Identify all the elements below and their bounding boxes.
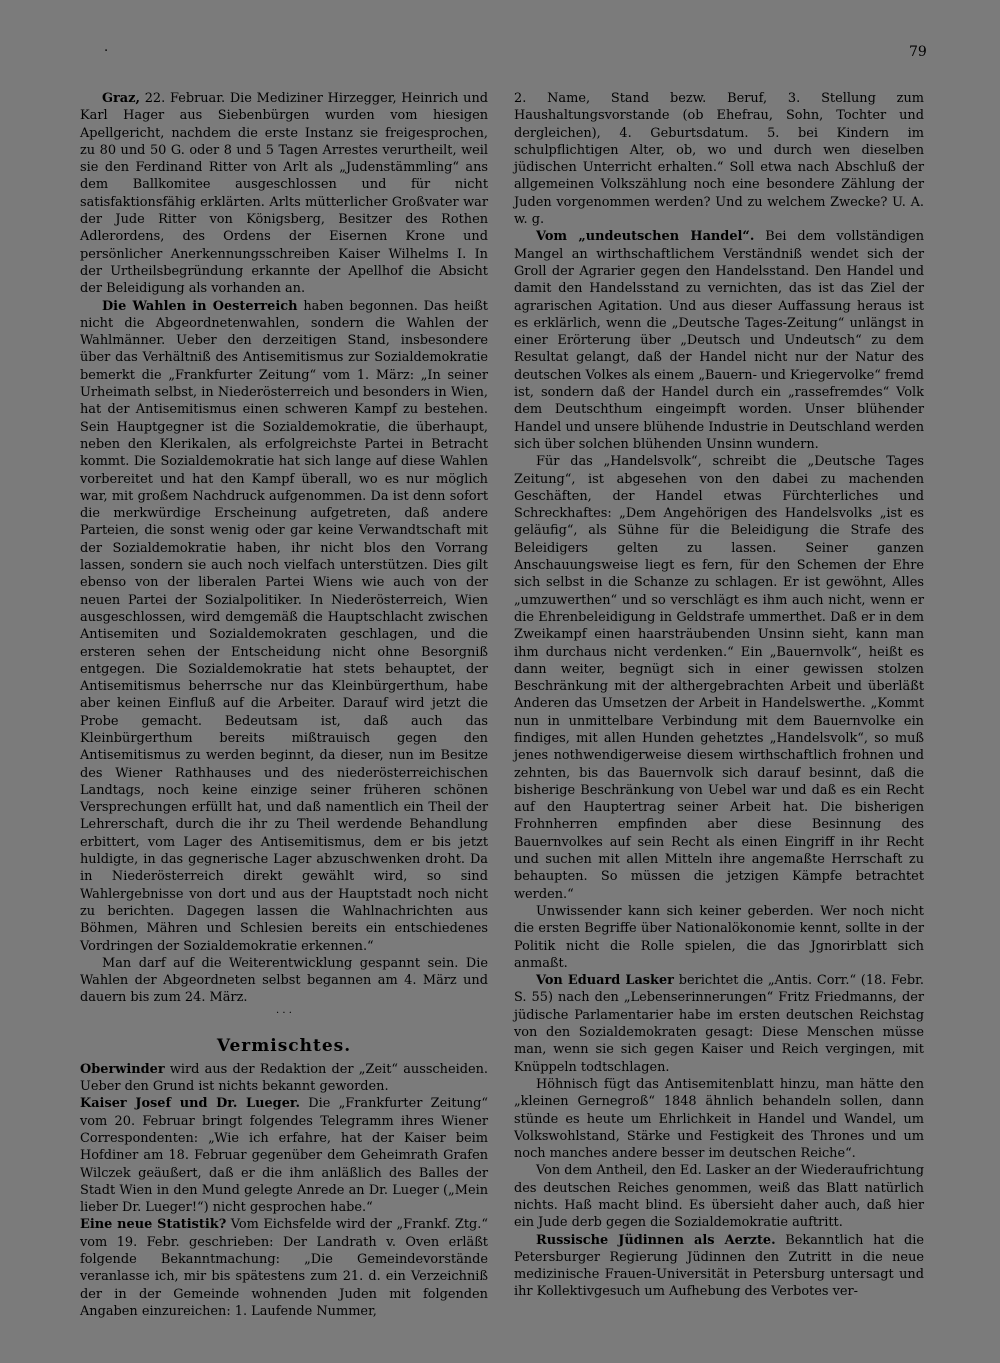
article-paragraph — [514, 1076, 924, 1162]
article-paragraph — [514, 903, 924, 972]
right-column — [514, 90, 924, 1301]
separator: · · · — [276, 1007, 292, 1019]
article-paragraph — [80, 1095, 488, 1216]
section-title: Vermischtes. — [216, 1035, 352, 1056]
article-text: Für das „Handelsvolk“, schreibt die „Deutsche Tages Zeitung“, ist abgesehen von den dabei zu machenden Geschäften, der Handel etwas Fürchterliches und Schreckhaftes: „Dem Angehörigen des Handelsvolks „ist es geläufig“, als Sühne für die Beleidigung die Strafe des Beleidigers gelten zu lassen. Seiner ganzen Anschauungsweise liegt es fern, für den Schemen der Ehre sich selbst in die Schanze zu schlagen. Er ist gewöhnt, Alles „umzuwerthen“ und so verschlägt es ihm auch nicht, wenn er die Ehrenbeleidigung in Geldstrafe ummerthet. Daß er in dem Zweikampf einen haarsträubenden Unsinn sieht, kann man ihm durchaus nicht verdenken.“ Ein „Bauernvolk“, heißt es dann weiter, begnügt sich in einer gewissen stolzen Beschränkung mit der althergebrachten Arbeit und überläßt Anderen das Umsetzen der Arbeit in Handelswerthe. „Kommt nun in unmittelbare Verbindung mit dem Bauernvolke ein findiges, mit allen Hunden gehetztes „Handelsvolk“, so muß jenes nothwendigerweise diesem wirthschaftlich frohnen und zehnten, bis das Bauernvolk sich darauf besinnt, daß die bisherige Beschränkung von Uebel war und daß es ein Recht auf den Hauptertrag seiner Arbeit hat. Die bisherigen Frohnherren empfinden aber diese Besinnung des Bauernvolkes auf sein Recht als einen Eingriff in ihr Recht und suchen mit allen Mitteln ihre angemaßte Herrschaft zu behaupten. So müssen die jetzigen Kämpfe betrachtet werden.“ — [514, 454, 924, 902]
article-text: Von dem Antheil, den Ed. Lasker an der Wiederaufrichtung des deutschen Reiches genommen, weiß das Blatt natürlich nichts. Haß macht blind. Es übersieht daher auch, daß hier ein Jude derb gegen die Sozialdemokratie auftritt. — [514, 1163, 924, 1231]
page-number: 79 — [909, 44, 927, 60]
article-heading: Graz, — [102, 91, 140, 106]
article-text: 22. Februar. Die Mediziner Hirzegger, Heinrich und Karl Hager aus Siebenbürgen wurden vom hiesigen Apellgericht, nachdem die erste Instanz sie freigesprochen, zu 80 und 50 G. oder 8 und 5 Tagen Arrestes verurtheilt, weil sie den Ferdinand Ritter von Arlt als „Judenstämmling“ ans dem Ballkomitee ausgeschlossen und für nicht satisfaktionsfähig erklärten. Arlts mütterlicher Großvater war der Jude Ritter von Königsberg, Besitzer des Rothen Adlerordens, des Ordens der Eisernen Krone und persönlicher Anerkennungsschreiben Kaiser Wilhelms I. In der Urtheilsbegründung erkannte der Apellhof die Absicht der Beleidigung als vorhanden an. — [80, 91, 488, 297]
article-text: haben begonnen. Das heißt nicht die Abgeordnetenwahlen, sondern die Wahlen der Wahlmänner. Ueber den derzeitigen Stand, insbesondere über das Verhältniß des Antisemitismus zur Sozialdemokratie bemerkt die „Frankfurter Zeitung“ vom 1. März: „In seiner Urheimath selbst, in Niederösterreich und besonders in Wien, hat der Antisemitismus einen schweren Kampf zu bestehen. Sein Hauptgegner ist die Sozialdemokratie, die überhaupt, neben den Klerikalen, als erfolgreichste Partei in Betracht kommt. Die Sozialdemokratie hat sich lange auf diese Wahlen vorbereitet und hat den Kampf überall, wo es nur möglich war, mit großem Nachdruck aufgenommen. Da ist denn sofort die merkwürdige Erscheinung aufgetreten, daß andere Parteien, die sonst wenig oder gar keine Verwandtschaft mit der Sozialdemokratie haben, ihr nicht blos den Vorrang lassen, sondern sie auch noch vielfach unterstützen. Dies gilt ebenso von der liberalen Partei Wiens wie auch von der neuen Partei der Sozialpolitiker. In Niederösterreich, Wien ausgeschlossen, wird demgemäß die Hauptschlacht zwischen Antisemiten und Sozialdemokraten geschlagen, und die ersteren sehen der Entscheidung nicht ohne Besorgniß entgegen. Die Sozialdemokratie hat stets behauptet, der Antisemitismus beherrsche nur das Kleinbürgerthum, habe aber keinen Einfluß auf die Arbeiter. Darauf wird jetzt die Probe gemacht. Bedeutsam ist, daß auch das Kleinbürgerthum bereits mißtrauisch gegen den Antisemitismus zu werden beginnt, da dieser, nun im Besitze des Wiener Rathhauses und des niederösterreichischen Landtags, noch keine einzige seiner früheren schönen Versprechungen erfüllt hat, und daß namentlich ein Theil der Lehrerschaft, durch die ihr zu Theil werdende Behandlung erbittert, vom Lager des Antisemitismus, dem er bis jetzt huldigte, in das gegnerische Lager abzuschwenken droht. Da in Niederösterreich direkt gewählt wird, so sind Wahlergebnisse von dort und aus der Hauptstadt noch nicht zu berichten. Dagegen lassen die Wahlnachrichten aus Böhmen, Mähren und Schlesien bereits ein entschiedenes Vordringen der Sozialdemokratie erkennen.“ — [80, 298, 488, 954]
article-heading: Kaiser Josef und Dr. Lueger. — [80, 1096, 300, 1112]
article-text: Die „Frankfurter Zeitung“ vom 20. Februar bringt folgendes Telegramm ihres Wiener Correspondenten: „Wie ich erfahre, hat der Kaiser beim Hofdiner am 18. Februar gegenüber dem Geheimrath Grafen Wilczek geäußert, daß er die ihm anläßlich des Balles der Stadt Wien in den Mund gelegte Anrede an Dr. Lueger („Mein lieber Dr. Lueger!“) nicht gesprochen habe.“ — [80, 1096, 488, 1216]
article-text: Bekanntlich hat die Petersburger Regierung Jüdinnen den Zutritt in die neue medizinische Frauen-Universität in Petersburg untersagt und ihr Kollektivgesuch um Aufhebung des Verbotes ver- — [514, 1232, 924, 1300]
article-heading: Vom „undeutschen Handel“. — [536, 229, 755, 245]
article-paragraph — [514, 972, 924, 1076]
article-paragraph — [514, 1162, 924, 1231]
article-text: Bei dem vollständigen Mangel an wirthschaftlichem Verständniß wendet sich der Groll der Agrarier gegen den Handelsstand. Den Handel und damit den Handelsstand zu vernichten, das ist das Ziel der agrarischen Agitation. Und aus dieser Auffassung heraus ist es erklärlich, wenn die „Deutsche Tages-Zeitung“ unlängst in einer Erörterung über „Deutsch und Undeutsch“ zu dem Resultat gelangt, daß der Handel nicht nur der Natur des deutschen Volkes als einem „Bauern- und Kriegervolke“ fremd ist, sondern daß der Handel durch ein „rassefremdes“ Volk dem Deutschthum eingeimpft worden. Unser blühender Handel und unsere blühende Industrie in Deutschland werden sich über solchen blühenden Unsinn wundern. — [514, 229, 925, 452]
article-heading: Die Wahlen in Oesterreich — [102, 298, 298, 314]
article-text: wird aus der Redaktion der „Zeit“ ausscheiden. Ueber den Grund ist nichts bekannt geworden. — [80, 1061, 488, 1095]
article-paragraph — [514, 228, 924, 453]
article-paragraph — [514, 453, 924, 903]
left-column — [80, 90, 488, 1320]
article-text: Unwissender kann sich keiner geberden. Wer noch nicht die ersten Begriffe über Nationalökonomie kennt, sollte in der Politik nicht die Rolle spielen, die das Jgnorirblatt sich anmaßt. — [514, 903, 924, 971]
article-paragraph — [514, 1232, 924, 1301]
miscellany-articles — [80, 1061, 488, 1320]
article-text: 2. Name, Stand bezw. Beruf, 3. Stellung zum Haushaltungsvorstande (ob Ehefrau, Sohn, Tochter und dergleichen), 4. Geburtsdatum. 5. bei Kindern im schulpflichtigen Alter, ob, wo und durch wen dieselben jüdischen Unterricht erhalten.“ Soll etwa nach Abschluß der allgemeinen Volkszählung noch eine besondere Zählung der Juden vorgenommen werden? Und zu welchem Zwecke? U. A. w. g. — [514, 91, 924, 228]
article-paragraph — [514, 90, 924, 228]
article-paragraph — [80, 90, 488, 298]
right-column-articles — [514, 90, 924, 1301]
article-paragraph — [80, 955, 488, 1007]
left-column-articles — [80, 90, 488, 1007]
article-text: Vom Eichsfelde wird der „Frankf. Ztg.“ vom 19. Febr. geschrieben: Der Landrath v. Oven erläßt folgende Bekanntmachung: „Die Gemeindevorstände veranlasse ich, mir bis spätestens zum 21. d. ein Verzeichniß der in der Gemeinde wohnenden Juden mit folgenden Angaben einzureichen: 1. Laufende Nummer, — [80, 1217, 488, 1319]
article-heading: Oberwinder — [80, 1061, 165, 1077]
article-text: Höhnisch fügt das Antisemitenblatt hinzu, man hätte den „kleinen Gernegroß“ 1848 ähnlich behandeln sollen, dann stünde es heute um Ehrlichkeit in Handel und Wandel, um Volkswohlstand, Stärke und Festigkeit des Thrones und um noch manches andere besser im deutschen Reiche“. — [514, 1076, 924, 1162]
page-dot: . — [104, 40, 109, 55]
article-paragraph — [80, 1216, 488, 1320]
article-text: berichtet die „Antis. Corr.“ (18. Febr. S. 55) nach den „Lebenserinnerungen“ Fritz Friedmanns, der jüdische Parlamentarier habe im ersten deutschen Reichstag von den Sozialdemokraten gesagt: Diese Menschen müsse man, wenn sie sich gegen Kaiser und Reich vergingen, mit Knüppeln todtschlagen. — [514, 973, 925, 1075]
article-text: Man darf auf die Weiterentwicklung gespannt sein. Die Wahlen der Abgeordneten selbst begannen am 4. März und dauern bis zum 24. März. — [80, 955, 488, 1006]
article-heading: Von Eduard Lasker — [536, 973, 674, 989]
article-heading: Russische Jüdinnen als Aerzte. — [536, 1232, 776, 1248]
article-heading: Eine neue Statistik? — [80, 1217, 227, 1233]
article-paragraph — [80, 298, 488, 955]
article-paragraph — [80, 1061, 488, 1096]
